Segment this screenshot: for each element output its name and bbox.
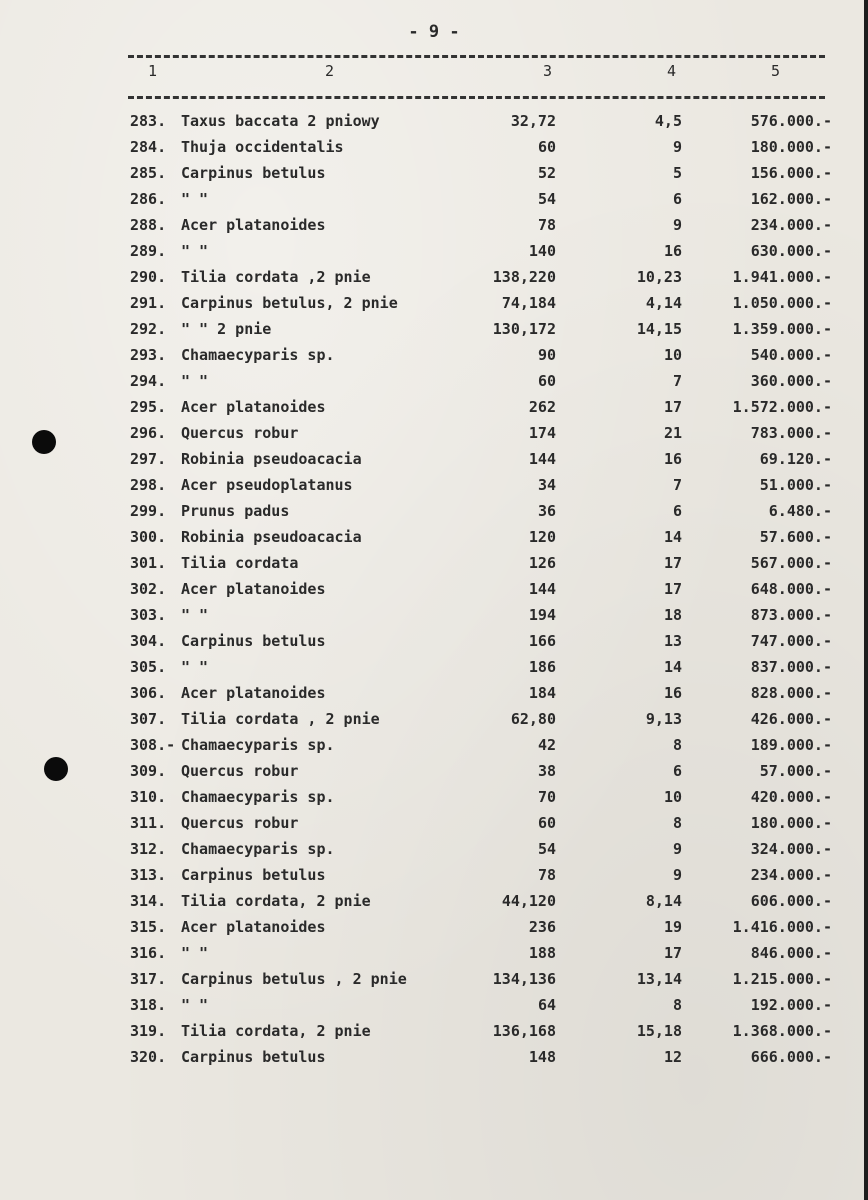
- species-name: Tilia cordata: [181, 554, 299, 572]
- col-3-value: 54: [537, 840, 556, 858]
- col-5-value: 192.000.-: [750, 996, 832, 1014]
- table-row: [0, 784, 868, 810]
- col-4-value: 9: [672, 840, 682, 858]
- col-3-value: 130,172: [492, 320, 556, 338]
- row-number: 304.: [130, 632, 167, 650]
- col-4-value: 8: [672, 996, 682, 1014]
- row-number: 299.: [130, 502, 167, 520]
- row-number: 310.: [130, 788, 167, 806]
- col-5-value: 180.000.-: [750, 814, 832, 832]
- table-row: [0, 368, 868, 394]
- col-5-value: 420.000.-: [750, 788, 832, 806]
- species-name: Tilia cordata ,2 pnie: [181, 268, 371, 286]
- col-3-value: 44,120: [501, 892, 556, 910]
- col-4-value: 16: [663, 242, 682, 260]
- col-5-value: 783.000.-: [750, 424, 832, 442]
- col-3-value: 60: [537, 814, 556, 832]
- col-3-value: 120: [528, 528, 556, 546]
- row-number: 291.: [130, 294, 167, 312]
- species-name: Quercus robur: [181, 814, 299, 832]
- row-number: 317.: [130, 970, 167, 988]
- col-4-value: 17: [663, 398, 682, 416]
- col-5-value: 1.368.000.-: [732, 1022, 832, 1040]
- row-number: 307.: [130, 710, 167, 728]
- col-3-value: 148: [528, 1048, 556, 1066]
- col-5-value: 180.000.-: [750, 138, 832, 156]
- col-4-value: 8: [672, 736, 682, 754]
- table-row: [0, 550, 868, 576]
- col-5-value: 567.000.-: [750, 554, 832, 572]
- col-3-value: 138,220: [492, 268, 556, 286]
- col-5-value: 837.000.-: [750, 658, 832, 676]
- col-4-value: 13: [663, 632, 682, 650]
- table-row: [0, 446, 868, 472]
- col-4-value: 6: [672, 190, 682, 208]
- row-number: 285.: [130, 164, 167, 182]
- col-3-value: 74,184: [501, 294, 556, 312]
- col-5-value: 540.000.-: [750, 346, 832, 364]
- table-row: [0, 134, 868, 160]
- page-number: - 9 -: [408, 22, 460, 42]
- row-number: 314.: [130, 892, 167, 910]
- table-row: [0, 966, 868, 992]
- species-name: " ": [181, 996, 209, 1014]
- table-row: [0, 602, 868, 628]
- header-col-3: 3: [543, 62, 553, 80]
- row-number: 318.: [130, 996, 167, 1014]
- table-row: [0, 732, 868, 758]
- table-row: [0, 238, 868, 264]
- col-5-value: 234.000.-: [750, 216, 832, 234]
- col-3-value: 52: [537, 164, 556, 182]
- row-number: 316.: [130, 944, 167, 962]
- row-number: 311.: [130, 814, 167, 832]
- table-body: [0, 108, 868, 1070]
- col-4-value: 7: [672, 476, 682, 494]
- species-name: Carpinus betulus, 2 pnie: [181, 294, 398, 312]
- table-row: [0, 888, 868, 914]
- col-3-value: 70: [537, 788, 556, 806]
- col-4-value: 10: [663, 788, 682, 806]
- table-row: [0, 1018, 868, 1044]
- row-number: 296.: [130, 424, 167, 442]
- species-name: Taxus baccata 2 pniowy: [181, 112, 380, 130]
- col-3-value: 236: [528, 918, 556, 936]
- col-4-value: 17: [663, 554, 682, 572]
- row-number: 293.: [130, 346, 167, 364]
- table-row: [0, 472, 868, 498]
- table-row: [0, 316, 868, 342]
- col-5-value: 57.000.-: [759, 762, 832, 780]
- table-row: [0, 654, 868, 680]
- col-4-value: 14: [663, 528, 682, 546]
- species-name: Carpinus betulus: [181, 1048, 326, 1066]
- table-row: [0, 836, 868, 862]
- header-rule-bottom: [128, 96, 825, 99]
- col-4-value: 18: [663, 606, 682, 624]
- species-name: Prunus padus: [181, 502, 290, 520]
- col-3-value: 38: [537, 762, 556, 780]
- row-number: 295.: [130, 398, 167, 416]
- row-number: 294.: [130, 372, 167, 390]
- table-row: [0, 108, 868, 134]
- species-name: Robinia pseudoacacia: [181, 528, 362, 546]
- species-name: " ": [181, 944, 209, 962]
- row-number: 300.: [130, 528, 167, 546]
- col-4-value: 6: [672, 762, 682, 780]
- table-row: [0, 264, 868, 290]
- species-name: Acer pseudoplatanus: [181, 476, 353, 494]
- col-4-value: 15,18: [636, 1022, 682, 1040]
- col-4-value: 4,14: [645, 294, 682, 312]
- col-5-value: 1.416.000.-: [732, 918, 832, 936]
- col-3-value: 136,168: [492, 1022, 556, 1040]
- col-4-value: 9: [672, 866, 682, 884]
- species-name: " " 2 pnie: [181, 320, 272, 338]
- species-name: Quercus robur: [181, 762, 299, 780]
- col-5-value: 846.000.-: [750, 944, 832, 962]
- col-5-value: 234.000.-: [750, 866, 832, 884]
- table-row: [0, 498, 868, 524]
- col-4-value: 14,15: [636, 320, 682, 338]
- col-3-value: 126: [528, 554, 556, 572]
- col-5-value: 1.941.000.-: [732, 268, 832, 286]
- table-row: [0, 628, 868, 654]
- row-number: 309.: [130, 762, 167, 780]
- col-3-value: 64: [537, 996, 556, 1014]
- col-5-value: 156.000.-: [750, 164, 832, 182]
- col-3-value: 144: [528, 580, 556, 598]
- col-4-value: 12: [663, 1048, 682, 1066]
- col-5-value: 162.000.-: [750, 190, 832, 208]
- species-name: Chamaecyparis sp.: [181, 346, 335, 364]
- table-row: [0, 576, 868, 602]
- row-number: 284.: [130, 138, 167, 156]
- header-rule-top: [128, 55, 825, 58]
- species-name: " ": [181, 190, 209, 208]
- col-4-value: 4,5: [654, 112, 682, 130]
- col-4-value: 17: [663, 580, 682, 598]
- col-3-value: 144: [528, 450, 556, 468]
- row-number: 298.: [130, 476, 167, 494]
- col-5-value: 648.000.-: [750, 580, 832, 598]
- table-row: [0, 706, 868, 732]
- col-4-value: 5: [672, 164, 682, 182]
- col-4-value: 16: [663, 450, 682, 468]
- col-5-value: 747.000.-: [750, 632, 832, 650]
- col-4-value: 13,14: [636, 970, 682, 988]
- col-4-value: 16: [663, 684, 682, 702]
- species-name: Chamaecyparis sp.: [181, 736, 335, 754]
- table-row: [0, 524, 868, 550]
- col-5-value: 6.480.-: [768, 502, 832, 520]
- col-4-value: 7: [672, 372, 682, 390]
- col-5-value: 873.000.-: [750, 606, 832, 624]
- col-5-value: 1.572.000.-: [732, 398, 832, 416]
- species-name: Carpinus betulus: [181, 164, 326, 182]
- col-5-value: 630.000.-: [750, 242, 832, 260]
- col-5-value: 360.000.-: [750, 372, 832, 390]
- species-name: Quercus robur: [181, 424, 299, 442]
- species-name: Thuja occidentalis: [181, 138, 344, 156]
- col-4-value: 10,23: [636, 268, 682, 286]
- col-3-value: 36: [537, 502, 556, 520]
- species-name: Chamaecyparis sp.: [181, 788, 335, 806]
- species-name: Acer platanoides: [181, 580, 326, 598]
- col-3-value: 54: [537, 190, 556, 208]
- row-number: 289.: [130, 242, 167, 260]
- col-5-value: 1.359.000.-: [732, 320, 832, 338]
- col-4-value: 21: [663, 424, 682, 442]
- col-3-value: 60: [537, 372, 556, 390]
- table-row: [0, 992, 868, 1018]
- col-5-value: 426.000.-: [750, 710, 832, 728]
- col-3-value: 42: [537, 736, 556, 754]
- species-name: Robinia pseudoacacia: [181, 450, 362, 468]
- table-row: [0, 212, 868, 238]
- header-col-2: 2: [325, 62, 335, 80]
- row-number: 306.: [130, 684, 167, 702]
- col-3-value: 78: [537, 866, 556, 884]
- col-5-value: 1.215.000.-: [732, 970, 832, 988]
- species-name: Tilia cordata , 2 pnie: [181, 710, 380, 728]
- col-3-value: 262: [528, 398, 556, 416]
- species-name: " ": [181, 658, 209, 676]
- col-5-value: 57.600.-: [759, 528, 832, 546]
- table-row: [0, 420, 868, 446]
- table-row: [0, 862, 868, 888]
- species-name: Chamaecyparis sp.: [181, 840, 335, 858]
- row-number: 320.: [130, 1048, 167, 1066]
- col-3-value: 140: [528, 242, 556, 260]
- col-3-value: 188: [528, 944, 556, 962]
- header-col-4: 4: [667, 62, 677, 80]
- col-4-value: 17: [663, 944, 682, 962]
- table-row: [0, 290, 868, 316]
- header-col-1: 1: [148, 62, 158, 80]
- col-4-value: 14: [663, 658, 682, 676]
- col-4-value: 10: [663, 346, 682, 364]
- row-number: 301.: [130, 554, 167, 572]
- row-number: 313.: [130, 866, 167, 884]
- row-number: 312.: [130, 840, 167, 858]
- row-number: 288.: [130, 216, 167, 234]
- col-3-value: 62,80: [510, 710, 556, 728]
- col-3-value: 174: [528, 424, 556, 442]
- row-number: 308.-: [130, 736, 176, 754]
- species-name: " ": [181, 372, 209, 390]
- col-5-value: 828.000.-: [750, 684, 832, 702]
- col-4-value: 9: [672, 138, 682, 156]
- col-5-value: 1.050.000.-: [732, 294, 832, 312]
- species-name: Carpinus betulus , 2 pnie: [181, 970, 407, 988]
- header-col-5: 5: [771, 62, 781, 80]
- table-row: [0, 680, 868, 706]
- col-4-value: 8,14: [645, 892, 682, 910]
- row-number: 286.: [130, 190, 167, 208]
- col-5-value: 189.000.-: [750, 736, 832, 754]
- table-row: [0, 1044, 868, 1070]
- table-row: [0, 914, 868, 940]
- row-number: 297.: [130, 450, 167, 468]
- col-5-value: 606.000.-: [750, 892, 832, 910]
- col-3-value: 186: [528, 658, 556, 676]
- row-number: 302.: [130, 580, 167, 598]
- col-4-value: 9: [672, 216, 682, 234]
- col-4-value: 6: [672, 502, 682, 520]
- row-number: 290.: [130, 268, 167, 286]
- species-name: Tilia cordata, 2 pnie: [181, 892, 371, 910]
- table-header: [0, 62, 868, 84]
- species-name: Acer platanoides: [181, 398, 326, 416]
- table-row: [0, 342, 868, 368]
- row-number: 292.: [130, 320, 167, 338]
- col-3-value: 32,72: [510, 112, 556, 130]
- col-3-value: 78: [537, 216, 556, 234]
- species-name: Tilia cordata, 2 pnie: [181, 1022, 371, 1040]
- col-3-value: 60: [537, 138, 556, 156]
- row-number: 283.: [130, 112, 167, 130]
- col-4-value: 8: [672, 814, 682, 832]
- table-row: [0, 940, 868, 966]
- col-3-value: 194: [528, 606, 556, 624]
- col-3-value: 184: [528, 684, 556, 702]
- row-number: 319.: [130, 1022, 167, 1040]
- table-row: [0, 810, 868, 836]
- col-5-value: 69.120.-: [759, 450, 832, 468]
- col-4-value: 19: [663, 918, 682, 936]
- row-number: 315.: [130, 918, 167, 936]
- species-name: Carpinus betulus: [181, 632, 326, 650]
- col-3-value: 90: [537, 346, 556, 364]
- col-5-value: 324.000.-: [750, 840, 832, 858]
- table-row: [0, 186, 868, 212]
- species-name: " ": [181, 606, 209, 624]
- col-3-value: 34: [537, 476, 556, 494]
- table-row: [0, 160, 868, 186]
- col-5-value: 666.000.-: [750, 1048, 832, 1066]
- species-name: Carpinus betulus: [181, 866, 326, 884]
- species-name: " ": [181, 242, 209, 260]
- row-number: 303.: [130, 606, 167, 624]
- col-5-value: 576.000.-: [750, 112, 832, 130]
- species-name: Acer platanoides: [181, 918, 326, 936]
- table-row: [0, 394, 868, 420]
- col-4-value: 9,13: [645, 710, 682, 728]
- row-number: 305.: [130, 658, 167, 676]
- table-row: [0, 758, 868, 784]
- species-name: Acer platanoides: [181, 684, 326, 702]
- species-name: Acer platanoides: [181, 216, 326, 234]
- col-5-value: 51.000.-: [759, 476, 832, 494]
- col-3-value: 166: [528, 632, 556, 650]
- col-3-value: 134,136: [492, 970, 556, 988]
